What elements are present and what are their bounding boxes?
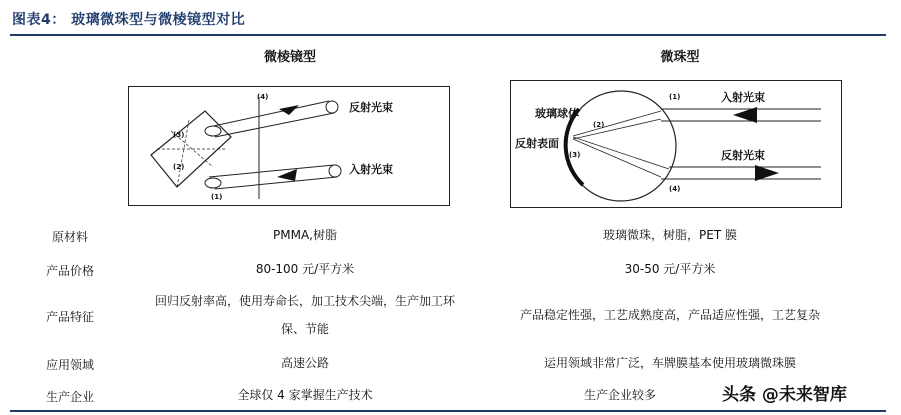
prism-label-reflected: 反射光束 [349,101,393,114]
cell-prism-applications: 高速公路 [280,356,329,370]
cell-prism-producers: 全球仅 4 家掌握生产技术 [237,388,373,402]
bead-num-2: (2) [593,121,605,129]
prism-diagram [128,86,450,206]
row-label-applications: 应用领域 [45,358,94,372]
bead-diagram [510,80,842,208]
title-divider [10,34,886,36]
cell-prism-features-line2: 保、节能 [280,322,329,336]
prism-num-3: (3) [173,131,185,139]
cell-bead-features: 产品稳定性强，工艺成熟度高，产品适应性强，工艺复杂 [519,308,820,322]
bead-num-4: (4) [669,185,681,193]
prism-diagram-drawing [129,87,449,205]
header-prism: 微棱镜型 [263,50,316,65]
row-label-materials: 原材料 [51,230,88,244]
row-label-features: 产品特征 [45,310,94,324]
prism-num-4: (4) [257,93,269,101]
bead-label-incident: 入射光束 [721,91,765,104]
bead-label-reflected: 反射光束 [721,149,765,162]
cell-prism-features-line1: 回归反射率高，使用寿命长，加工技术尖端，生产加工环 [154,294,455,308]
bead-label-reflective-surface: 反射表面 [515,137,559,150]
bead-label-glass-bead: 玻璃球体 [535,107,579,120]
cell-bead-applications: 运用领域非常广泛，车牌膜基本使用玻璃微珠膜 [543,356,796,370]
row-label-price: 产品价格 [45,264,94,278]
row-label-producers: 生产企业 [45,390,94,404]
cell-prism-materials: PMMA,树脂 [273,228,337,242]
bottom-divider [10,410,886,412]
bead-num-1: (1) [669,93,681,101]
header-bead: 微珠型 [660,50,700,65]
cell-bead-price: 30-50 元/平方米 [624,262,716,276]
watermark-text: 头条 @未来智库 [722,385,847,405]
figure-title: 图表4： 玻璃微珠型与微棱镜型对比 [12,12,246,28]
cell-bead-producers: 生产企业较多 [583,388,656,402]
prism-num-1: (1) [211,193,223,201]
prism-num-2: (2) [173,163,185,171]
bead-num-3: (3) [569,151,581,159]
prism-label-incident: 入射光束 [349,163,393,176]
cell-prism-price: 80-100 元/平方米 [255,262,355,276]
cell-bead-materials: 玻璃微珠，树脂，PET 膜 [603,228,737,242]
